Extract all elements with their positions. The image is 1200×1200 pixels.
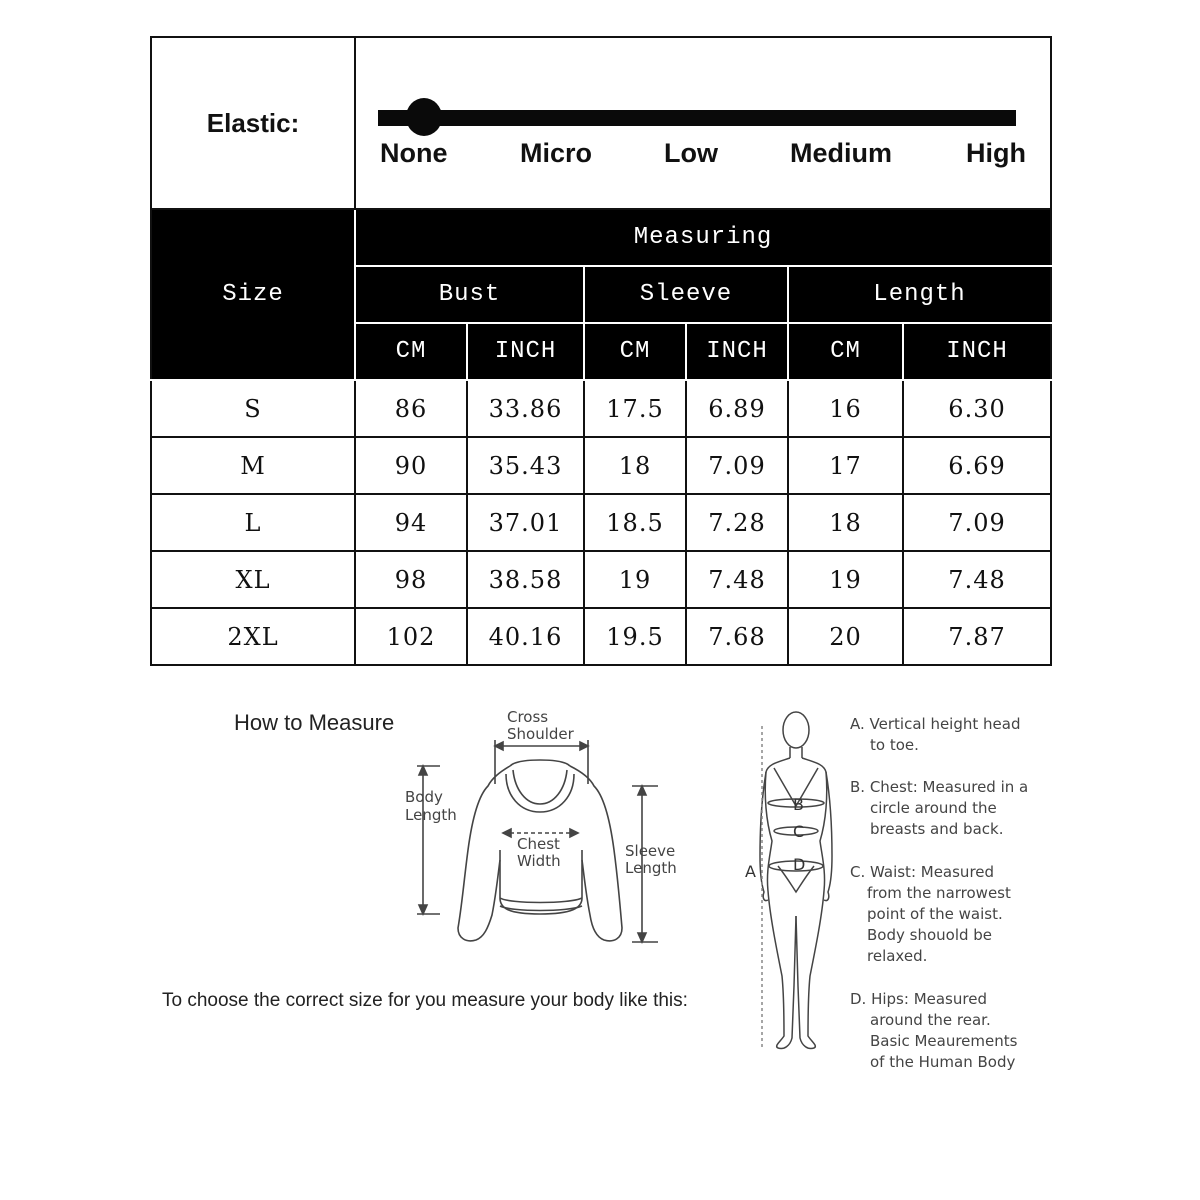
bust-cm-cell: 90 bbox=[355, 437, 467, 494]
note-d bbox=[850, 989, 1050, 1073]
bust-cm-cell: 98 bbox=[355, 551, 467, 608]
note-b bbox=[850, 777, 1050, 840]
length-cm-cell: 19 bbox=[788, 551, 903, 608]
sleeve-cm-cell: 18 bbox=[584, 437, 686, 494]
note-a bbox=[850, 714, 1050, 756]
body-marker-b: B bbox=[793, 795, 804, 814]
note-c bbox=[850, 862, 1050, 967]
note-d-line: of the Human Body bbox=[870, 1053, 1016, 1071]
length-inch-cell: 7.87 bbox=[903, 608, 1051, 665]
length-cm-cell: 17 bbox=[788, 437, 903, 494]
sleeve-inch-cell: 6.89 bbox=[686, 380, 788, 437]
chest-width-label-line1: Chest bbox=[517, 835, 560, 853]
elastic-label: Elastic: bbox=[151, 37, 355, 209]
bust-cm-cell: 94 bbox=[355, 494, 467, 551]
table-row bbox=[151, 437, 1051, 494]
note-d-line: around the rear. bbox=[870, 1011, 991, 1029]
table-row bbox=[151, 494, 1051, 551]
length-inch-cell: 7.09 bbox=[903, 494, 1051, 551]
body-marker-d: D bbox=[793, 855, 806, 874]
bust-cm-cell: 86 bbox=[355, 380, 467, 437]
note-a-line: to toe. bbox=[870, 736, 919, 754]
sleeve-length-label-line1: Sleeve bbox=[625, 842, 676, 860]
note-b-line: B. Chest: Measured in a bbox=[850, 778, 1029, 796]
cross-shoulder-label-line1: Cross bbox=[507, 708, 549, 726]
length-cm-cell: 18 bbox=[788, 494, 903, 551]
body-marker-c: C bbox=[793, 822, 805, 841]
note-d-line: Basic Meaurements bbox=[870, 1032, 1018, 1050]
elastic-level-high: High bbox=[966, 138, 1026, 168]
unit-header: INCH bbox=[903, 323, 1051, 380]
note-c-line: Body shouold be bbox=[867, 926, 993, 944]
bust-inch-cell: 35.43 bbox=[467, 437, 584, 494]
elastic-level-medium: Medium bbox=[790, 138, 893, 168]
bust-inch-cell: 38.58 bbox=[467, 551, 584, 608]
body-length-label-line1: Body bbox=[405, 788, 443, 806]
unit-header: INCH bbox=[467, 323, 584, 380]
group-header-sleeve: Sleeve bbox=[584, 266, 788, 323]
size-cell: 2XL bbox=[151, 608, 355, 665]
bust-cm-cell: 102 bbox=[355, 608, 467, 665]
group-header-length: Length bbox=[788, 266, 1051, 323]
size-cell: XL bbox=[151, 551, 355, 608]
size-chart-table bbox=[150, 36, 1052, 666]
elastic-level-none: None bbox=[380, 138, 448, 168]
measure-instruction: To choose the correct size for you measure your body like this: bbox=[162, 990, 688, 1011]
sleeve-inch-cell: 7.28 bbox=[686, 494, 788, 551]
length-cm-cell: 20 bbox=[788, 608, 903, 665]
sleeve-inch-cell: 7.09 bbox=[686, 437, 788, 494]
measuring-header: Measuring bbox=[355, 209, 1051, 266]
table-row bbox=[151, 551, 1051, 608]
unit-header: INCH bbox=[686, 323, 788, 380]
bust-inch-cell: 37.01 bbox=[467, 494, 584, 551]
body-length-label-line2: Length bbox=[405, 806, 457, 824]
elastic-row bbox=[151, 37, 1051, 209]
size-header: Size bbox=[151, 209, 355, 380]
note-c-line: relaxed. bbox=[867, 947, 928, 965]
elastic-level-low: Low bbox=[664, 138, 718, 168]
sleeve-cm-cell: 19.5 bbox=[584, 608, 686, 665]
sleeve-cm-cell: 18.5 bbox=[584, 494, 686, 551]
body-marker-a: A bbox=[745, 862, 756, 881]
note-d-line: D. Hips: Measured bbox=[850, 990, 987, 1008]
group-header-bust: Bust bbox=[355, 266, 584, 323]
bust-inch-cell: 33.86 bbox=[467, 380, 584, 437]
sleeve-cm-cell: 17.5 bbox=[584, 380, 686, 437]
sleeve-cm-cell: 19 bbox=[584, 551, 686, 608]
unit-header: CM bbox=[788, 323, 903, 380]
bust-inch-cell: 40.16 bbox=[467, 608, 584, 665]
elastic-scale bbox=[355, 37, 1051, 209]
header-row-measuring bbox=[151, 209, 1051, 266]
length-inch-cell: 6.69 bbox=[903, 437, 1051, 494]
note-a-line: A. Vertical height head bbox=[850, 715, 1021, 733]
elastic-indicator-knob bbox=[406, 98, 442, 136]
note-c-line: from the narrowest bbox=[867, 884, 1011, 902]
unit-header: CM bbox=[584, 323, 686, 380]
table-row bbox=[151, 608, 1051, 665]
length-inch-cell: 7.48 bbox=[903, 551, 1051, 608]
note-c-line: point of the waist. bbox=[867, 905, 1003, 923]
elastic-level-micro: Micro bbox=[520, 138, 593, 168]
size-cell: L bbox=[151, 494, 355, 551]
chest-width-label-line2: Width bbox=[517, 852, 561, 870]
elastic-scale-bar bbox=[378, 110, 1016, 126]
cross-shoulder-label-line2: Shoulder bbox=[507, 725, 574, 743]
note-c-line: C. Waist: Measured bbox=[850, 863, 995, 881]
sleeve-inch-cell: 7.68 bbox=[686, 608, 788, 665]
unit-header: CM bbox=[355, 323, 467, 380]
length-inch-cell: 6.30 bbox=[903, 380, 1051, 437]
note-b-line: circle around the bbox=[870, 799, 997, 817]
note-b-line: breasts and back. bbox=[870, 820, 1004, 838]
size-cell: M bbox=[151, 437, 355, 494]
size-cell: S bbox=[151, 380, 355, 437]
sleeve-length-label-line2: Length bbox=[625, 859, 677, 877]
sleeve-inch-cell: 7.48 bbox=[686, 551, 788, 608]
table-row bbox=[151, 380, 1051, 437]
human-body-diagram bbox=[748, 706, 858, 1056]
length-cm-cell: 16 bbox=[788, 380, 903, 437]
how-to-measure-title: How to Measure bbox=[234, 710, 395, 735]
